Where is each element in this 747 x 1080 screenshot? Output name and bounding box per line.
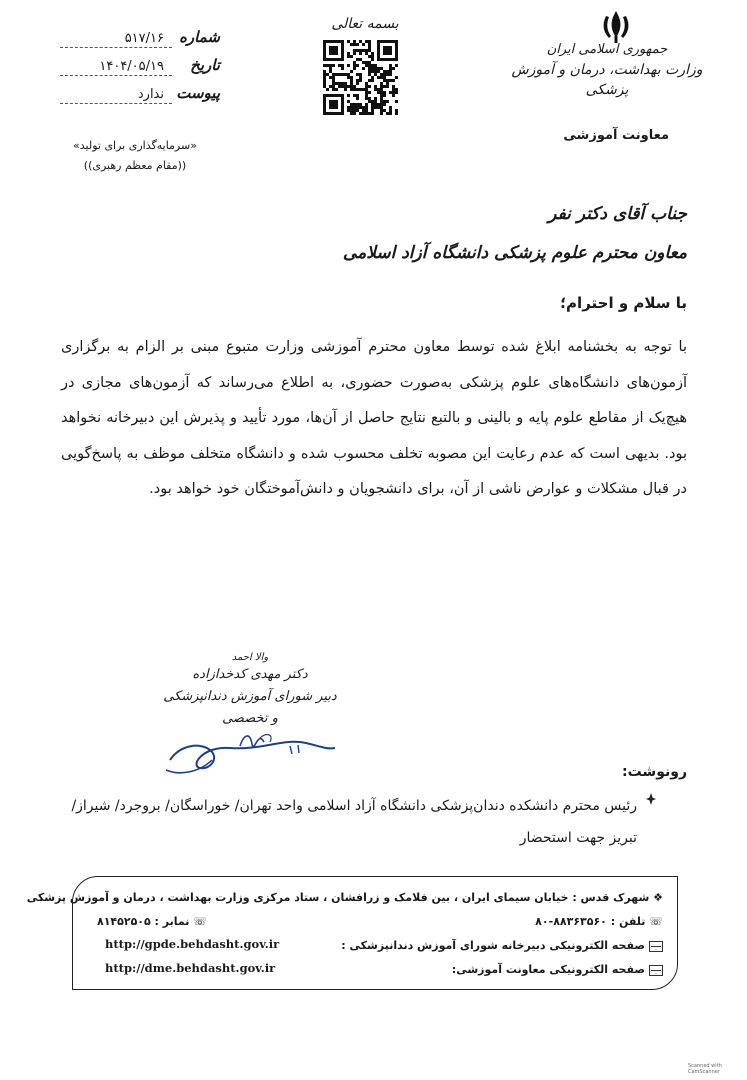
recipient-title: معاون محترم علوم پزشکی دانشگاه آزاد اسلامی: [342, 243, 687, 263]
signature-line1: دکتر مهدی کدخدازاده: [192, 667, 308, 682]
diamond-bullet-icon: ❖: [649, 891, 663, 904]
greeting: با سلام و احترام؛: [560, 294, 687, 312]
footer-phone: ☏ تلفن : ۸۸۳۶۳۵۶۰-۸۰: [535, 915, 663, 928]
date-value: ۱۴۰۴/۰۵/۱۹: [99, 59, 164, 74]
cc-item: رئیس محترم دانشکده دندان‌پزشکی دانشگاه آزاد اسلامی واحد تهران/ خوراسگان/ بروجرد/ شیراز/ تبریز جهت استحضار: [71, 798, 637, 846]
footer-address: ❖ شهرک قدس : خیابان سیمای ایران ، بین فلامک و زرافشان ، ستاد مرکزی وزارت بهداشت ، درمان و آموزش پزشکی: [26, 891, 663, 904]
signature-honorific: والا احمد: [231, 652, 269, 663]
footer-url-council[interactable]: http://gpde.behdasht.gov.ir: [105, 937, 280, 951]
iran-emblem-icon: [597, 8, 635, 44]
invocation: بسمه تعالی: [331, 16, 399, 32]
attachment-row: [60, 84, 220, 108]
number-row: [60, 28, 220, 52]
ministry-line1: جمهوری اسلامی ایران: [546, 42, 668, 57]
body-paragraph: با توجه به بخشنامه ابلاغ شده توسط معاون محترم آموزشی وزارت متبوع مبنی بر الزام به برگزاری آزمون‌های دانشگاه‌های علوم پزشکی به‌صورت حضوری، به اطلاع می‌رساند که آزمون‌های مجازی در هیچ‌یک از مقاطع علوم پایه و بالینی و بالتبع نتایج حاصل از آن‌ها، مورد تأیید و پذیرش این دبیرخانه نخواهد بود. بدیهی است که عدم رعایت این مصوبه تخلف محسوب شده و دانشگاه متخلف موظف به پاسخ‌گویی در قبال مشکلات و عوارض ناشی از آن، برای دانشجویان و دانش‌آموختگان خود خواهد بود.: [61, 339, 687, 497]
diamond-bullet-icon: [645, 792, 657, 806]
slogan-line2: ((مقام معظم رهبری)): [83, 159, 187, 172]
date-label: تاریخ: [190, 56, 220, 74]
recipient-name: جناب آقای دکتر نفر: [548, 204, 687, 224]
ministry-name: [507, 40, 707, 100]
footer-deputy-site: صفحه الکترونیکی معاونت آموزشی:: [452, 963, 663, 976]
footer-url-deputy[interactable]: http://dme.behdasht.gov.ir: [105, 961, 276, 975]
deputy-unit: معاونت آموزشی: [563, 128, 669, 143]
number-label: شماره: [179, 28, 220, 46]
signature-line2: دبیر شورای آموزش دندانپزشکی و تخصصی: [163, 689, 337, 726]
qr-code: [322, 38, 400, 118]
phone-icon: ☏: [645, 915, 663, 928]
attachment-label: پیوست: [176, 84, 220, 102]
envelope-icon: [649, 941, 663, 952]
ministry-line2: وزارت بهداشت، درمان و آموزش پزشکی: [511, 62, 703, 98]
number-value: ۵۱۷/۱۶: [124, 31, 164, 46]
body-text: [61, 330, 687, 508]
slogan-line1: «سرمایه‌گذاری برای تولید»: [73, 139, 197, 152]
date-row: [60, 56, 220, 80]
signature-scribble: [140, 650, 350, 790]
fax-icon: ☏: [189, 915, 207, 928]
footer-box: [26, 876, 678, 990]
footer-fax: ☏ نمابر : ۸۱۴۵۲۵۰۵: [97, 915, 207, 928]
footer-council-site: صفحه الکترونیکی دبیرخانه شورای آموزش دندانپزشکی :: [341, 939, 663, 952]
scanner-watermark: Scanned with CamScanner: [688, 1063, 722, 1075]
cc-label: رونوشت:: [622, 764, 687, 780]
slogan: [40, 136, 230, 176]
attachment-value: ندارد: [137, 87, 164, 102]
envelope-icon: [649, 965, 663, 976]
